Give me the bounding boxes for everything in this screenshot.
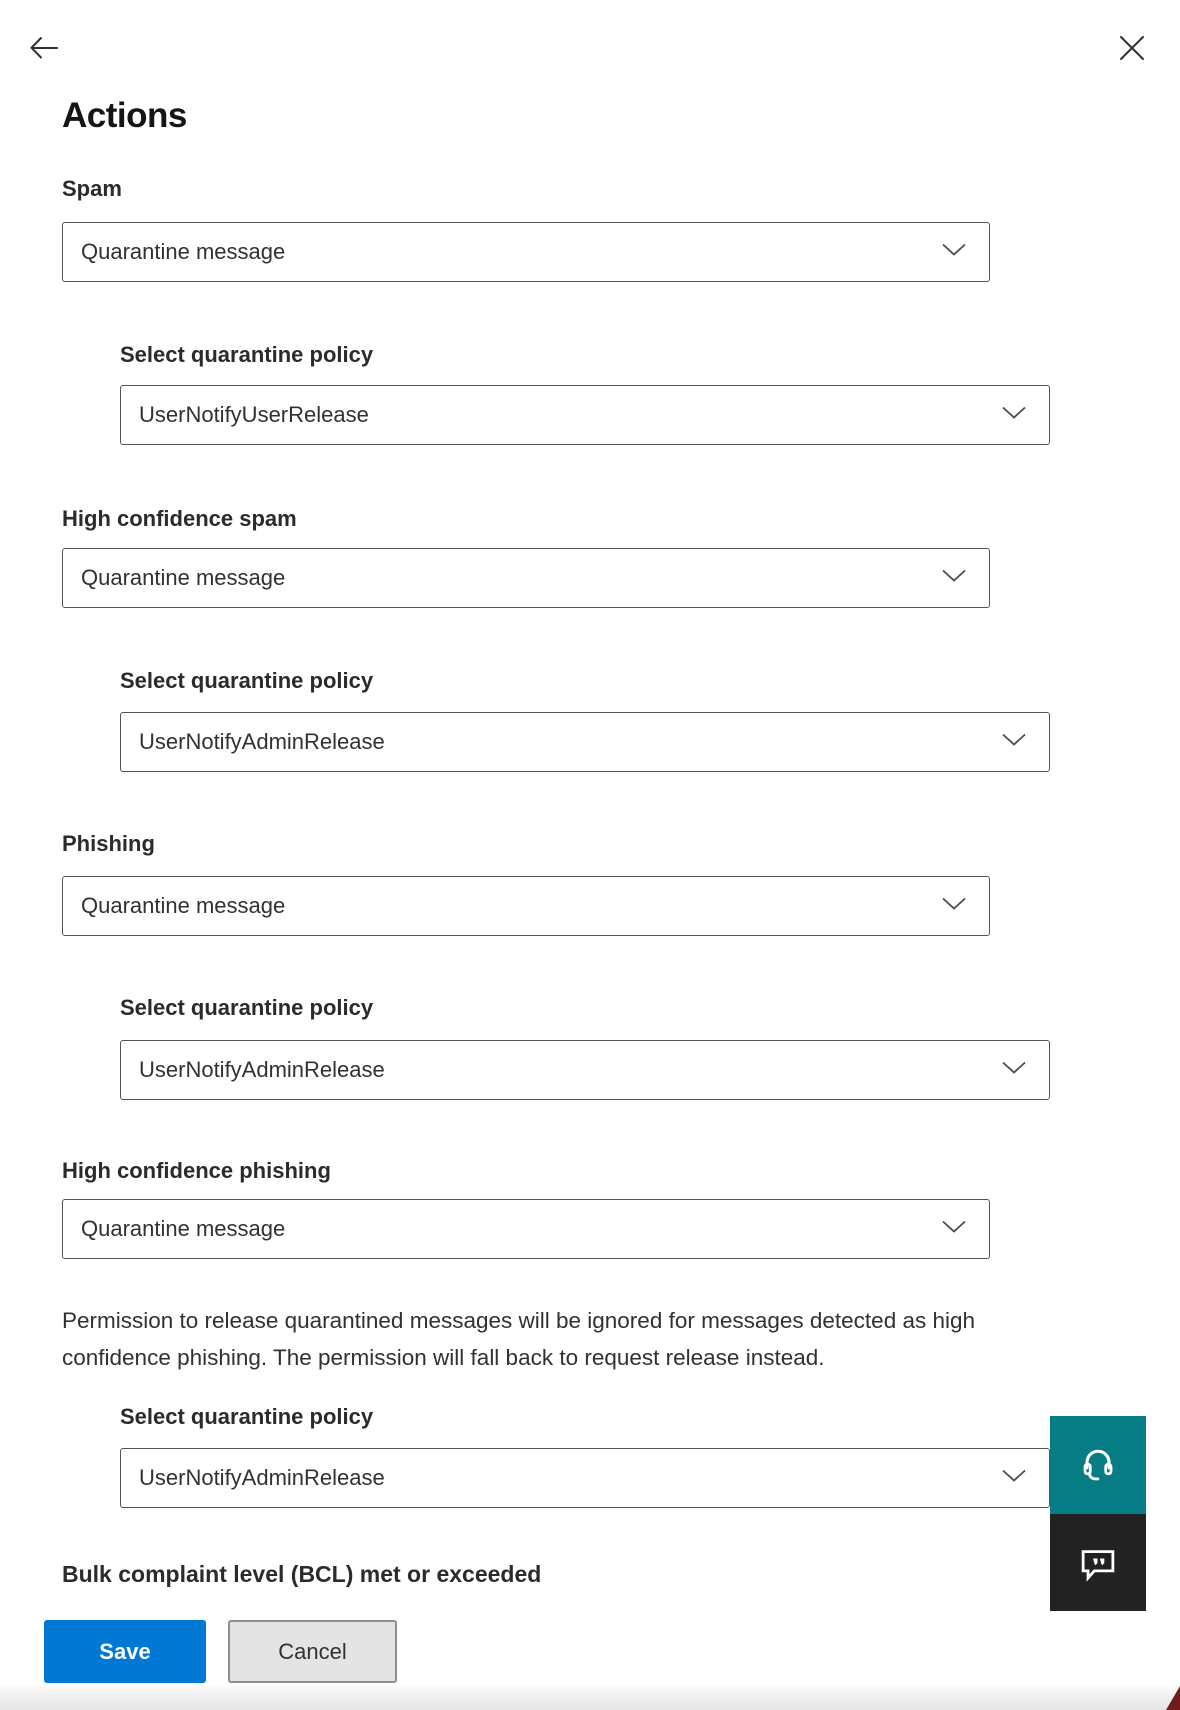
headset-icon xyxy=(1076,1443,1120,1487)
hc-spam-quarantine-policy-label: Select quarantine policy xyxy=(120,668,374,693)
save-button[interactable]: Save xyxy=(44,1620,206,1683)
close-icon xyxy=(1119,35,1145,61)
chevron-down-icon xyxy=(1001,1469,1027,1488)
chevron-down-icon xyxy=(941,897,967,916)
high-confidence-spam-action-value: Quarantine message xyxy=(81,565,286,590)
bulk-complaint-level-heading: Bulk complaint level (BCL) met or exceeded xyxy=(62,1561,542,1587)
hc-spam-quarantine-policy-select[interactable] xyxy=(120,712,1050,772)
arrow-left-icon xyxy=(27,32,61,64)
phishing-quarantine-policy-label: Select quarantine policy xyxy=(120,995,374,1020)
background-page-strip xyxy=(0,1686,1180,1710)
chat-feedback-icon xyxy=(1077,1542,1119,1584)
phishing-action-value: Quarantine message xyxy=(81,893,286,918)
phishing-label: Phishing xyxy=(62,831,155,856)
spam-quarantine-policy-value: UserNotifyUserRelease xyxy=(139,402,369,427)
hc-phishing-quarantine-policy-label: Select quarantine policy xyxy=(120,1404,374,1429)
phishing-quarantine-policy-value: UserNotifyAdminRelease xyxy=(139,1057,385,1082)
high-confidence-phishing-label: High confidence phishing xyxy=(62,1158,331,1183)
hc-spam-quarantine-policy-value: UserNotifyAdminRelease xyxy=(139,729,385,754)
high-confidence-spam-label: High confidence spam xyxy=(62,506,297,531)
back-button[interactable] xyxy=(22,26,66,70)
close-button[interactable] xyxy=(1110,26,1154,70)
phishing-quarantine-policy-select[interactable] xyxy=(120,1040,1050,1100)
chevron-down-icon xyxy=(1001,406,1027,425)
chevron-down-icon xyxy=(941,569,967,588)
chevron-down-icon xyxy=(1001,733,1027,752)
spam-label: Spam xyxy=(62,176,122,201)
phishing-action-select[interactable] xyxy=(62,876,990,936)
high-confidence-spam-action-select[interactable] xyxy=(62,548,990,608)
high-confidence-phishing-action-value: Quarantine message xyxy=(81,1216,286,1241)
spam-action-select[interactable] xyxy=(62,222,990,282)
spam-quarantine-policy-label: Select quarantine policy xyxy=(120,342,374,367)
chevron-down-icon xyxy=(941,243,967,262)
corner-logo-fragment xyxy=(1166,1686,1180,1710)
high-confidence-phishing-note: Permission to release quarantined messages will be ignored for messages detected as high confidence phishing. The permission will fall back to request release instead. xyxy=(62,1308,976,1370)
chevron-down-icon xyxy=(1001,1061,1027,1080)
feedback-button[interactable] xyxy=(1050,1514,1146,1611)
hc-phishing-quarantine-policy-value: UserNotifyAdminRelease xyxy=(139,1465,385,1490)
spam-quarantine-policy-select[interactable] xyxy=(120,385,1050,445)
page-title: Actions xyxy=(62,96,187,135)
cancel-button[interactable]: Cancel xyxy=(228,1620,397,1683)
help-button[interactable] xyxy=(1050,1416,1146,1514)
high-confidence-phishing-action-select[interactable] xyxy=(62,1199,990,1259)
hc-phishing-quarantine-policy-select[interactable] xyxy=(120,1448,1050,1508)
chevron-down-icon xyxy=(941,1220,967,1239)
spam-action-value: Quarantine message xyxy=(81,239,286,264)
